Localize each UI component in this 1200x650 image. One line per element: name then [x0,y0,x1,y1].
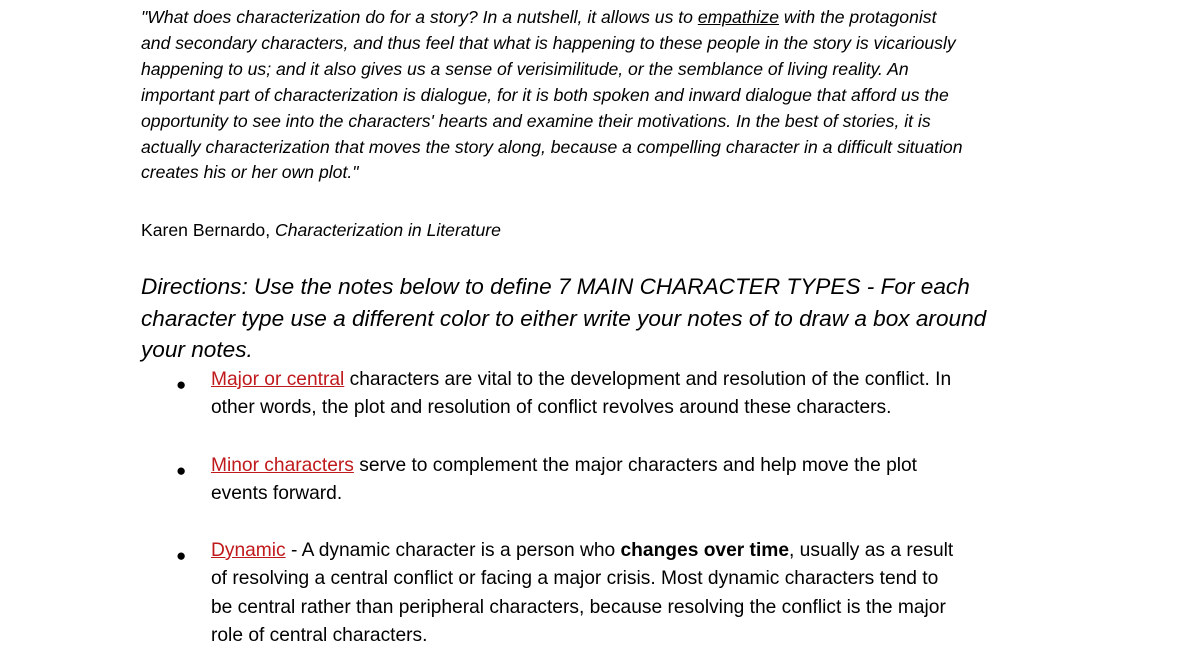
list-item-text: Dynamic - A dynamic character is a person who changes over time, usually as a result of resolving a central conflict or facing a major crisis. Most dynamic characters tend to be central rather than peripheral characters, because resolving the conflict is the major role of central characters. [211,540,954,646]
quote-line: "What does characterization do for a story? In a nutshell, it allows us to empathize with the protagonist [141,7,937,27]
list-item-text: Minor characters serve to complement the major characters and help move the plot events forward. [211,455,918,505]
directions-line: your notes. [141,337,253,362]
quote-attribution [141,217,501,243]
emphasis-changes-over-time: changes over time [620,540,790,561]
bullet-icon: ● [176,461,187,480]
empathize-underlined-word: empathize [697,7,780,27]
directions-line: Directions: Use the notes below to define 7 MAIN CHARACTER TYPES - For each [141,274,970,299]
directions-paragraph [141,271,1071,366]
attribution-work-title: Characterization in Literature [275,220,501,240]
term-minor-characters-link[interactable]: Minor characters [211,455,354,476]
quote-line: happening to us; and it also gives us a sense of verisimilitude, or the semblance of living reality. An [141,58,909,79]
term-major-or-central-link[interactable]: Major or central [211,369,345,390]
bullet-icon: ● [176,375,187,394]
term-dynamic-link[interactable]: Dynamic [211,540,286,561]
quote-line: actually characterization that moves the story along, because a compelling character in a difficult situation [141,136,963,157]
quote-line: important part of characterization is dialogue, for it is both spoken and inward dialogue that afford us the [141,84,949,105]
quote-line: and secondary characters, and thus feel that what is happening to these people in the story is vicariously [141,32,956,53]
list-item-text: Major or central characters are vital to the development and resolution of the conflict. In other words, the plot and resolution of conflict revolves around these characters. [211,369,952,419]
bullet-icon: ● [176,546,187,565]
opening-quote [141,5,1071,186]
quote-line: creates his or her own plot." [141,162,359,183]
quote-line: opportunity to see into the characters' hearts and examine their motivations. In the best of stories, it is [141,110,931,131]
attribution-author: Karen Bernardo, [141,220,275,240]
directions-line: character type use a different color to either write your notes of to draw a box around [141,305,987,331]
